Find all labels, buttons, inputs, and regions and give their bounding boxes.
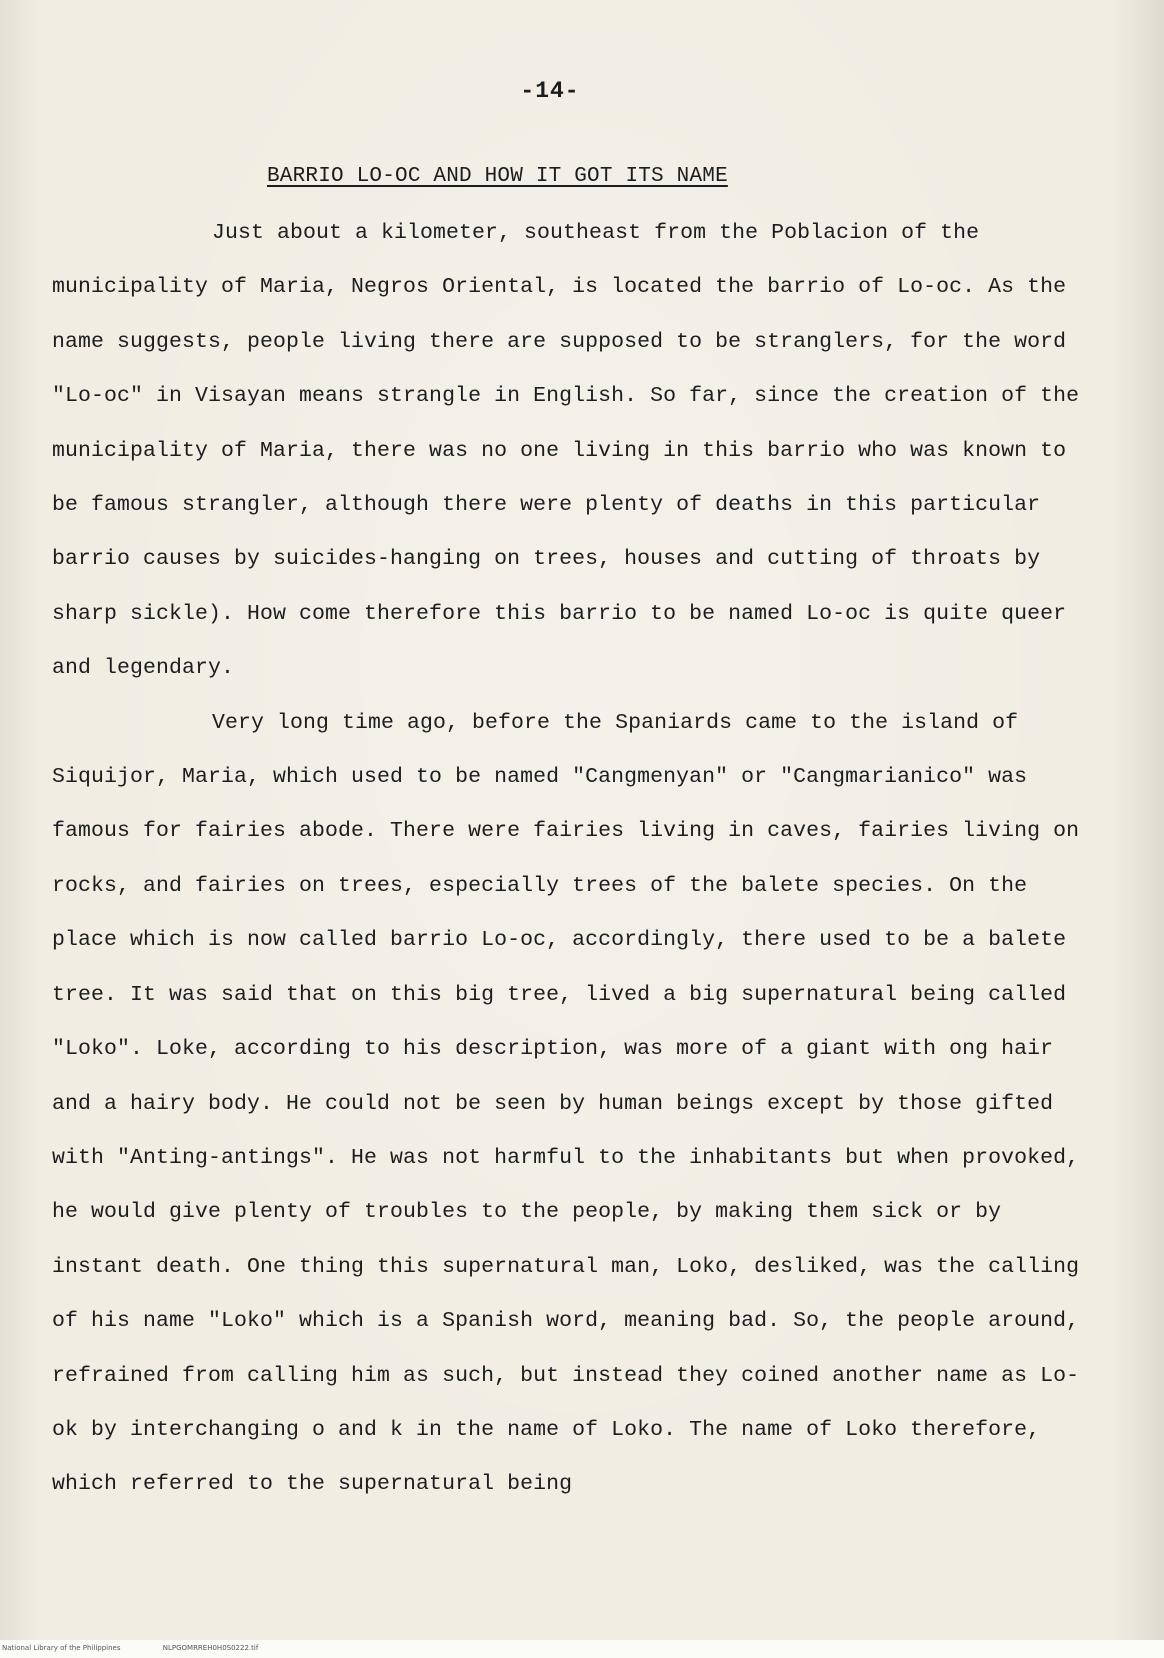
page-number: -14- xyxy=(520,78,580,104)
body-text xyxy=(52,206,1092,1512)
scan-footer xyxy=(2,1644,298,1652)
library-credit: National Library of the Philippines xyxy=(2,1644,121,1652)
file-name: NLPGOMRREH0H0S0222.tif xyxy=(162,1644,259,1652)
paragraph-1: Just about a kilometer, southeast from the Poblacion of the municipality of Maria, Negros Oriental, is located the barrio of Lo-oc. As the name suggests, people living there are supposed to be stranglers, for the word "Lo-oc" in Visayan means strangle in English. So far, since the creation of the municipality of Maria, there was no one living in this barrio who was known to be famous strangler, although there were plenty of deaths in this particular barrio causes by suicides-hanging on trees, houses and cutting of throats by sharp sickle). How come therefore this barrio to be named Lo-oc is quite queer and legendary. xyxy=(52,221,1080,681)
paragraph-2: Very long time ago, before the Spaniards came to the island of Siquijor, Maria, which used to be named "Cangmenyan" or "Cangmarianico" was famous for fairies abode. There were fairies living in caves, fairies living on rocks, and fairies on trees, especially trees of the balete species. On the place which is now called barrio Lo-oc, accordingly, there used to be a balete tree. It was said that on this big tree, lived a big supernatural being called "Loko". Loke, according to his description, was more of a giant with ong hair and a hairy body. He could not be seen by human beings except by those gifted with "Anting-antings". He was not harmful to the inhabitants but when provoked, he would give plenty of troubles to the people, by making them sick or by instant death. One thing this supernatural man, Loko, desliked, was the calling of his name "Loko" which is a Spanish word, meaning bad. So, the people around, refrained from calling him as such, but instead they coined another name as Lo-ok by interchanging o and k in the name of Loko. The name of Loko therefore, which referred to the supernatural being xyxy=(52,710,1080,1497)
document-title: BARRIO LO-OC AND HOW IT GOT ITS NAME xyxy=(267,165,728,188)
